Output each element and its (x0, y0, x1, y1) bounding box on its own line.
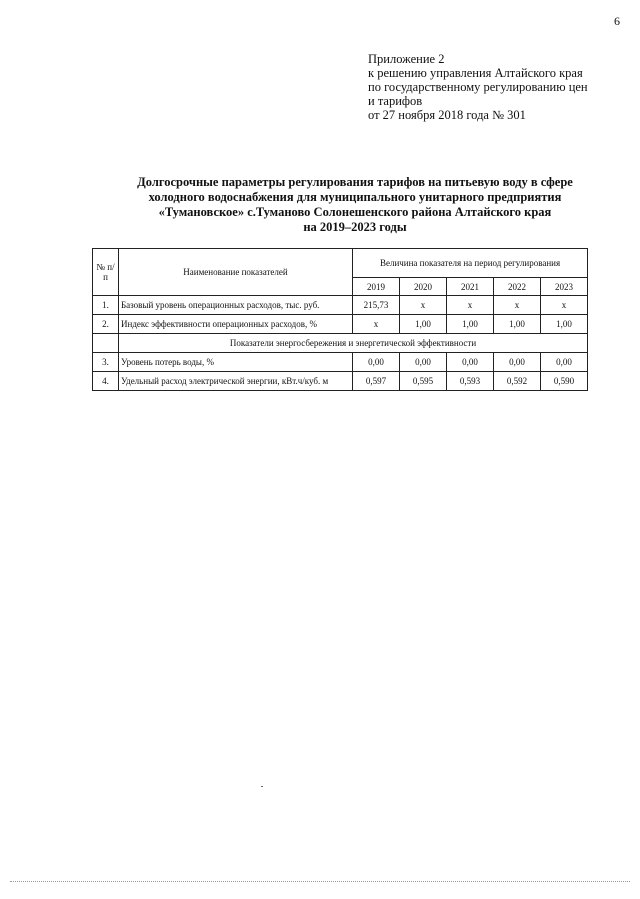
row-value: 0,593 (447, 372, 494, 391)
row-value: х (447, 296, 494, 315)
title-line: на 2019–2023 годы (303, 220, 407, 234)
row-number: 3. (93, 353, 119, 372)
row-value: х (494, 296, 541, 315)
title-line: «Тумановское» с.Туманово Солонешенского района Алтайского края (158, 205, 552, 219)
footer-divider (10, 881, 630, 882)
scan-speck (261, 786, 263, 787)
row-value: 0,592 (494, 372, 541, 391)
row-name: Базовый уровень операционных расходов, тыс. руб. (119, 296, 353, 315)
appendix-line: по государственному регулированию цен (368, 80, 588, 94)
section-number-cell (93, 334, 119, 353)
row-name: Индекс эффективности операционных расходов, % (119, 315, 353, 334)
row-number: 1. (93, 296, 119, 315)
row-number: 4. (93, 372, 119, 391)
row-value: 0,00 (353, 353, 400, 372)
row-value: 0,597 (353, 372, 400, 391)
header-year: 2020 (400, 278, 447, 296)
row-value: 1,00 (447, 315, 494, 334)
row-value: 1,00 (541, 315, 588, 334)
row-value: 1,00 (494, 315, 541, 334)
appendix-line: от 27 ноября 2018 года № 301 (368, 108, 526, 122)
row-number: 2. (93, 315, 119, 334)
header-year: 2019 (353, 278, 400, 296)
row-value: 0,00 (447, 353, 494, 372)
row-value: 0,00 (400, 353, 447, 372)
header-year: 2021 (447, 278, 494, 296)
appendix-header (368, 52, 588, 122)
appendix-line: и тарифов (368, 94, 423, 108)
appendix-line: Приложение 2 (368, 52, 445, 66)
row-name: Удельный расход электрической энергии, кВт.ч/куб. м (119, 372, 353, 391)
row-value: 1,00 (400, 315, 447, 334)
appendix-line: к решению управления Алтайского края (368, 66, 583, 80)
row-value: 0,590 (541, 372, 588, 391)
table-row (93, 372, 588, 391)
row-name: Уровень потерь воды, % (119, 353, 353, 372)
row-value: х (541, 296, 588, 315)
section-title: Показатели энергосбережения и энергетической эффективности (119, 334, 588, 353)
table-row (93, 296, 588, 315)
row-value: 0,00 (541, 353, 588, 372)
title-line: Долгосрочные параметры регулирования тарифов на питьевую воду в сфере (137, 175, 573, 189)
parameters-table (92, 248, 588, 391)
table-row (93, 353, 588, 372)
row-value: х (353, 315, 400, 334)
header-period: Величина показателя на период регулирования (353, 249, 588, 278)
title-line: холодного водоснабжения для муниципального унитарного предприятия (148, 190, 562, 204)
header-indicator-name: Наименование показателей (119, 249, 353, 296)
page-number: 6 (614, 14, 620, 28)
header-year: 2022 (494, 278, 541, 296)
header-number: № п/п (93, 249, 119, 296)
header-year: 2023 (541, 278, 588, 296)
row-value: х (400, 296, 447, 315)
section-row (93, 334, 588, 353)
table-row (93, 315, 588, 334)
row-value: 0,595 (400, 372, 447, 391)
row-value: 0,00 (494, 353, 541, 372)
document-title (100, 175, 610, 235)
row-value: 215,73 (353, 296, 400, 315)
